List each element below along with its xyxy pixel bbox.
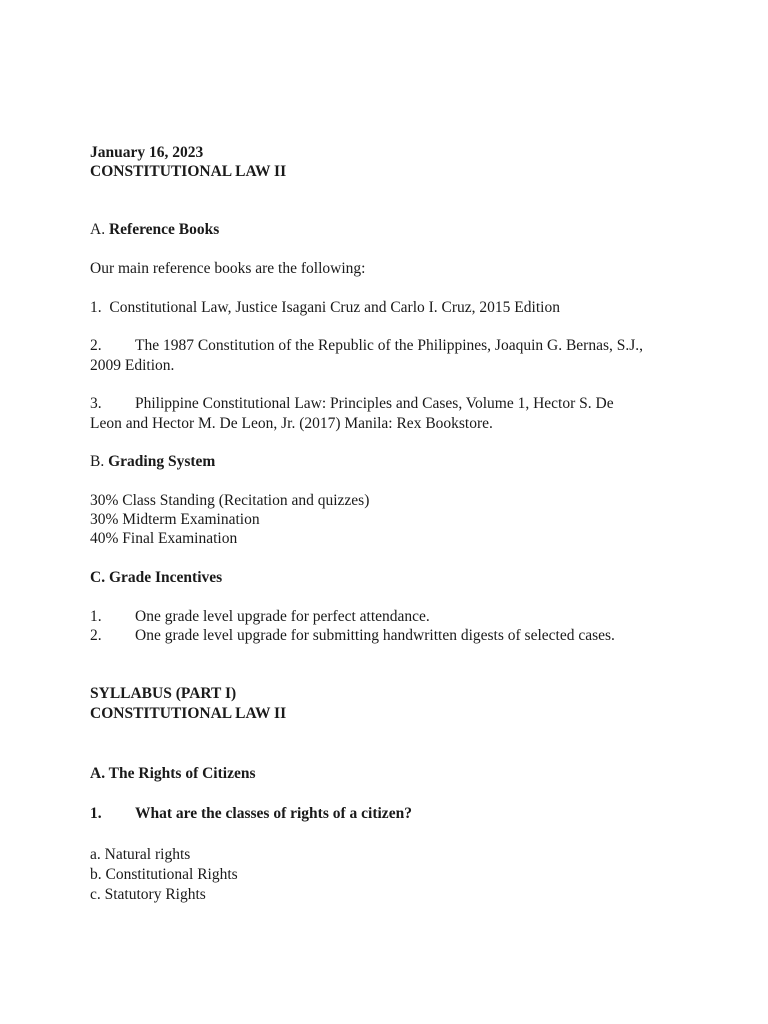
incentive-item-2 bbox=[90, 626, 615, 646]
section-a-title: Reference Books bbox=[108, 221, 220, 238]
section-c-title: Grade Incentives bbox=[108, 569, 223, 586]
section-c-heading bbox=[90, 568, 222, 588]
rights-section-title: A. The Rights of Citizens bbox=[90, 765, 256, 782]
answer-item-b: b. Constitutional Rights bbox=[90, 866, 238, 883]
question-1-text: What are the classes of rights of a citizen? bbox=[135, 805, 412, 822]
question-1 bbox=[90, 804, 412, 824]
book-3-text-line2: Leon and Hector M. De Leon, Jr. (2017) Manila: Rex Bookstore. bbox=[90, 415, 493, 432]
reference-book-2-line1 bbox=[90, 336, 643, 356]
book-1-number: 1. bbox=[90, 299, 102, 316]
incentive-1-text: One grade level upgrade for perfect attendance. bbox=[135, 608, 430, 625]
question-1-number: 1. bbox=[90, 805, 102, 822]
book-2-text-line1: The 1987 Constitution of the Republic of the Philippines, Joaquin G. Bernas, S.J., bbox=[135, 337, 644, 354]
book-2-text-line2: 2009 Edition. bbox=[90, 357, 175, 374]
incentive-1-number: 1. bbox=[90, 608, 102, 625]
course-title: CONSTITUTIONAL LAW II bbox=[90, 163, 287, 180]
grading-item-1: 30% Class Standing (Recitation and quizzes) bbox=[90, 492, 370, 509]
section-b-title: Grading System bbox=[108, 453, 216, 470]
book-3-text-line1: Philippine Constitutional Law: Principles and Cases, Volume 1, Hector S. De bbox=[135, 395, 614, 412]
book-3-number: 3. bbox=[90, 395, 102, 412]
reference-book-3-line1 bbox=[90, 394, 614, 414]
incentive-2-number: 2. bbox=[90, 627, 102, 644]
answer-item-c: c. Statutory Rights bbox=[90, 886, 206, 903]
syllabus-title: SYLLABUS (PART I) bbox=[90, 685, 237, 702]
section-b-heading bbox=[90, 452, 215, 472]
document-date: January 16, 2023 bbox=[90, 144, 204, 161]
section-a-letter: A. bbox=[90, 221, 106, 238]
answer-item-a: a. Natural rights bbox=[90, 846, 191, 863]
section-c-letter: C. bbox=[90, 569, 106, 586]
reference-intro: Our main reference books are the following: bbox=[90, 260, 366, 277]
section-b-letter: B. bbox=[90, 453, 105, 470]
reference-book-1 bbox=[90, 298, 560, 318]
section-a-heading bbox=[90, 220, 219, 240]
grading-item-3: 40% Final Examination bbox=[90, 530, 238, 547]
incentive-item-1 bbox=[90, 607, 430, 627]
syllabus-course: CONSTITUTIONAL LAW II bbox=[90, 705, 287, 722]
grading-item-2: 30% Midterm Examination bbox=[90, 511, 260, 528]
book-1-text: Constitutional Law, Justice Isagani Cruz and Carlo I. Cruz, 2015 Edition bbox=[109, 299, 560, 316]
incentive-2-text: One grade level upgrade for submitting handwritten digests of selected cases. bbox=[135, 627, 615, 644]
book-2-number: 2. bbox=[90, 337, 102, 354]
